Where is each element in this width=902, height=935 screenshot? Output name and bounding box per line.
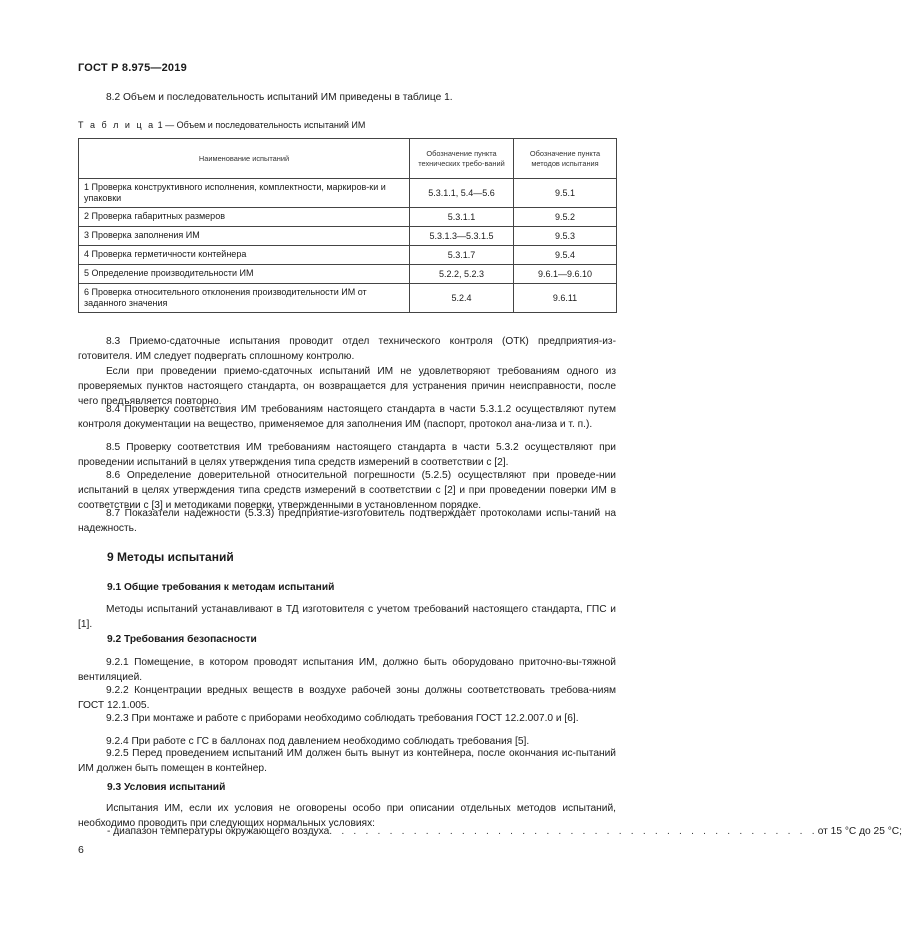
section-9-3-heading: 9.3 Условия испытаний	[107, 782, 226, 793]
test-volume-table	[78, 138, 617, 313]
row-req: 5.3.1.7	[410, 246, 514, 265]
section-9-1-heading: 9.1 Общие требования к методам испытаний	[107, 582, 335, 593]
paragraph-9-2-3: 9.2.3 При монтаже и работе с приборами необходимо соблюдать требования ГОСТ 12.2.007.0 и [6].	[106, 713, 579, 724]
col-header-name: Наименование испытаний	[79, 139, 410, 179]
paragraph-9-1: Методы испытаний устанавливают в ТД изготовителя с учетом требований настоящего стандарта, ГПС и [1].	[78, 604, 616, 631]
page-number: 6	[78, 844, 84, 856]
row-req: 5.3.1.1, 5.4—5.6	[410, 179, 514, 208]
paragraph-9-2-1: 9.2.1 Помещение, в котором проводят испытания ИМ, должно быть оборудовано приточно-вы-тяжной вентиляцией.	[78, 657, 616, 684]
paragraph-9-3: Испытания ИМ, если их условия не оговорены особо при описании отдельных методов испытаний, необходимо проводить при следующих нормальных условиях:	[78, 803, 616, 830]
row-req: 5.2.2, 5.2.3	[410, 265, 514, 284]
table-row	[79, 179, 617, 208]
table-row	[79, 227, 617, 246]
paragraph-9-2-4: 9.2.4 При работе с ГС в баллонах под давлением необходимо соблюдать требования [5].	[106, 736, 530, 747]
row-req: 5.3.1.1	[410, 208, 514, 227]
row-name: 1 Проверка конструктивного исполнения, комплектности, маркиров-ки и упаковки	[79, 179, 410, 208]
col-header-methods: Обозначение пункта методов испытания	[514, 139, 617, 179]
paragraph-8-7: 8.7 Показатели надежности (5.3.3) предприятие-изготовитель подтверждает протоколами испы-таний на надежность.	[78, 508, 616, 535]
leader-dots: . . . . . . . . . . . . . . . . . . . . . . . . . . . . . . . . . . . . . . . . .	[329, 826, 818, 837]
row-name: 6 Проверка относительного отклонения производительности ИМ от заданного значения	[79, 284, 410, 313]
paragraph-8-2: 8.2 Объем и последовательность испытаний ИМ приведены в таблице 1.	[106, 92, 453, 103]
row-method: 9.6.11	[514, 284, 617, 313]
row-name: 2 Проверка габаритных размеров	[79, 208, 410, 227]
condition-value: от 15 °С до 25 °С;	[817, 826, 902, 837]
col-header-requirements: Обозначение пункта технических требо-ваний	[410, 139, 514, 179]
row-method: 9.6.1—9.6.10	[514, 265, 617, 284]
condition-label: - диапазон температуры окружающего воздуха	[107, 826, 330, 837]
row-method: 9.5.2	[514, 208, 617, 227]
paragraph-8-4: 8.4 Проверку соответствия ИМ требованиям настоящего стандарта в части 5.3.1.2 осуществляют путем контроля документации на вещество, применяемое для заполнения ИМ (паспорт, протокол ана-лиза и т. п.).	[78, 404, 616, 431]
paragraph-8-6: 8.6 Определение доверительной относительной погрешности (5.2.5) осуществляют при проведе-нии испытаний в целях утверждения типа средств измерений в соответствии с [2] и при проведении поверки ИМ в соответствии с [3] и методиками поверки, утвержденными в установленном порядке.	[78, 470, 616, 512]
row-method: 9.5.3	[514, 227, 617, 246]
row-name: 4 Проверка герметичности контейнера	[79, 246, 410, 265]
row-method: 9.5.1	[514, 179, 617, 208]
row-name: 5 Определение производительности ИМ	[79, 265, 410, 284]
row-name: 3 Проверка заполнения ИМ	[79, 227, 410, 246]
conditions-list-item	[107, 826, 902, 837]
row-req: 5.2.4	[410, 284, 514, 313]
section-9-2-heading: 9.2 Требования безопасности	[107, 634, 257, 645]
table-row	[79, 246, 617, 265]
paragraph-9-2-2: 9.2.2 Концентрации вредных веществ в воздухе рабочей зоны должны соответствовать требова-ниям ГОСТ 12.1.005.	[78, 685, 616, 712]
table-row	[79, 208, 617, 227]
table-header-row	[79, 139, 617, 179]
paragraph-8-5: 8.5 Проверку соответствия ИМ требованиям настоящего стандарта в части 5.3.2 осуществляют при проведении испытаний в целях утверждения типа средств измерений в соответствии с [2].	[78, 442, 616, 469]
table-row	[79, 265, 617, 284]
row-req: 5.3.1.3—5.3.1.5	[410, 227, 514, 246]
paragraph-8-3-cont: Если при проведении приемо-сдаточных испытаний ИМ не удовлетворяют требованиям одного из проверяемых пунктов настоящего стандарта, он возвращается для устранения причин неисправности, после чего предъявляется повторно.	[78, 366, 616, 408]
paragraph-8-3: 8.3 Приемо-сдаточные испытания проводит отдел технического контроля (ОТК) предприятия-из-готовителя. ИМ следует подвергать сплошному контролю.	[78, 336, 616, 363]
table-caption: Т а б л и ц а 1 — Объем и последовательность испытаний ИМ	[78, 120, 366, 130]
row-method: 9.5.4	[514, 246, 617, 265]
table-row	[79, 284, 617, 313]
document-header: ГОСТ Р 8.975—2019	[78, 62, 187, 74]
section-9-heading: 9 Методы испытаний	[107, 550, 234, 564]
paragraph-9-2-5: 9.2.5 Перед проведением испытаний ИМ должен быть вынут из контейнера, после окончания ис-пытаний ИМ должен быть помещен в контейнер.	[78, 748, 616, 775]
